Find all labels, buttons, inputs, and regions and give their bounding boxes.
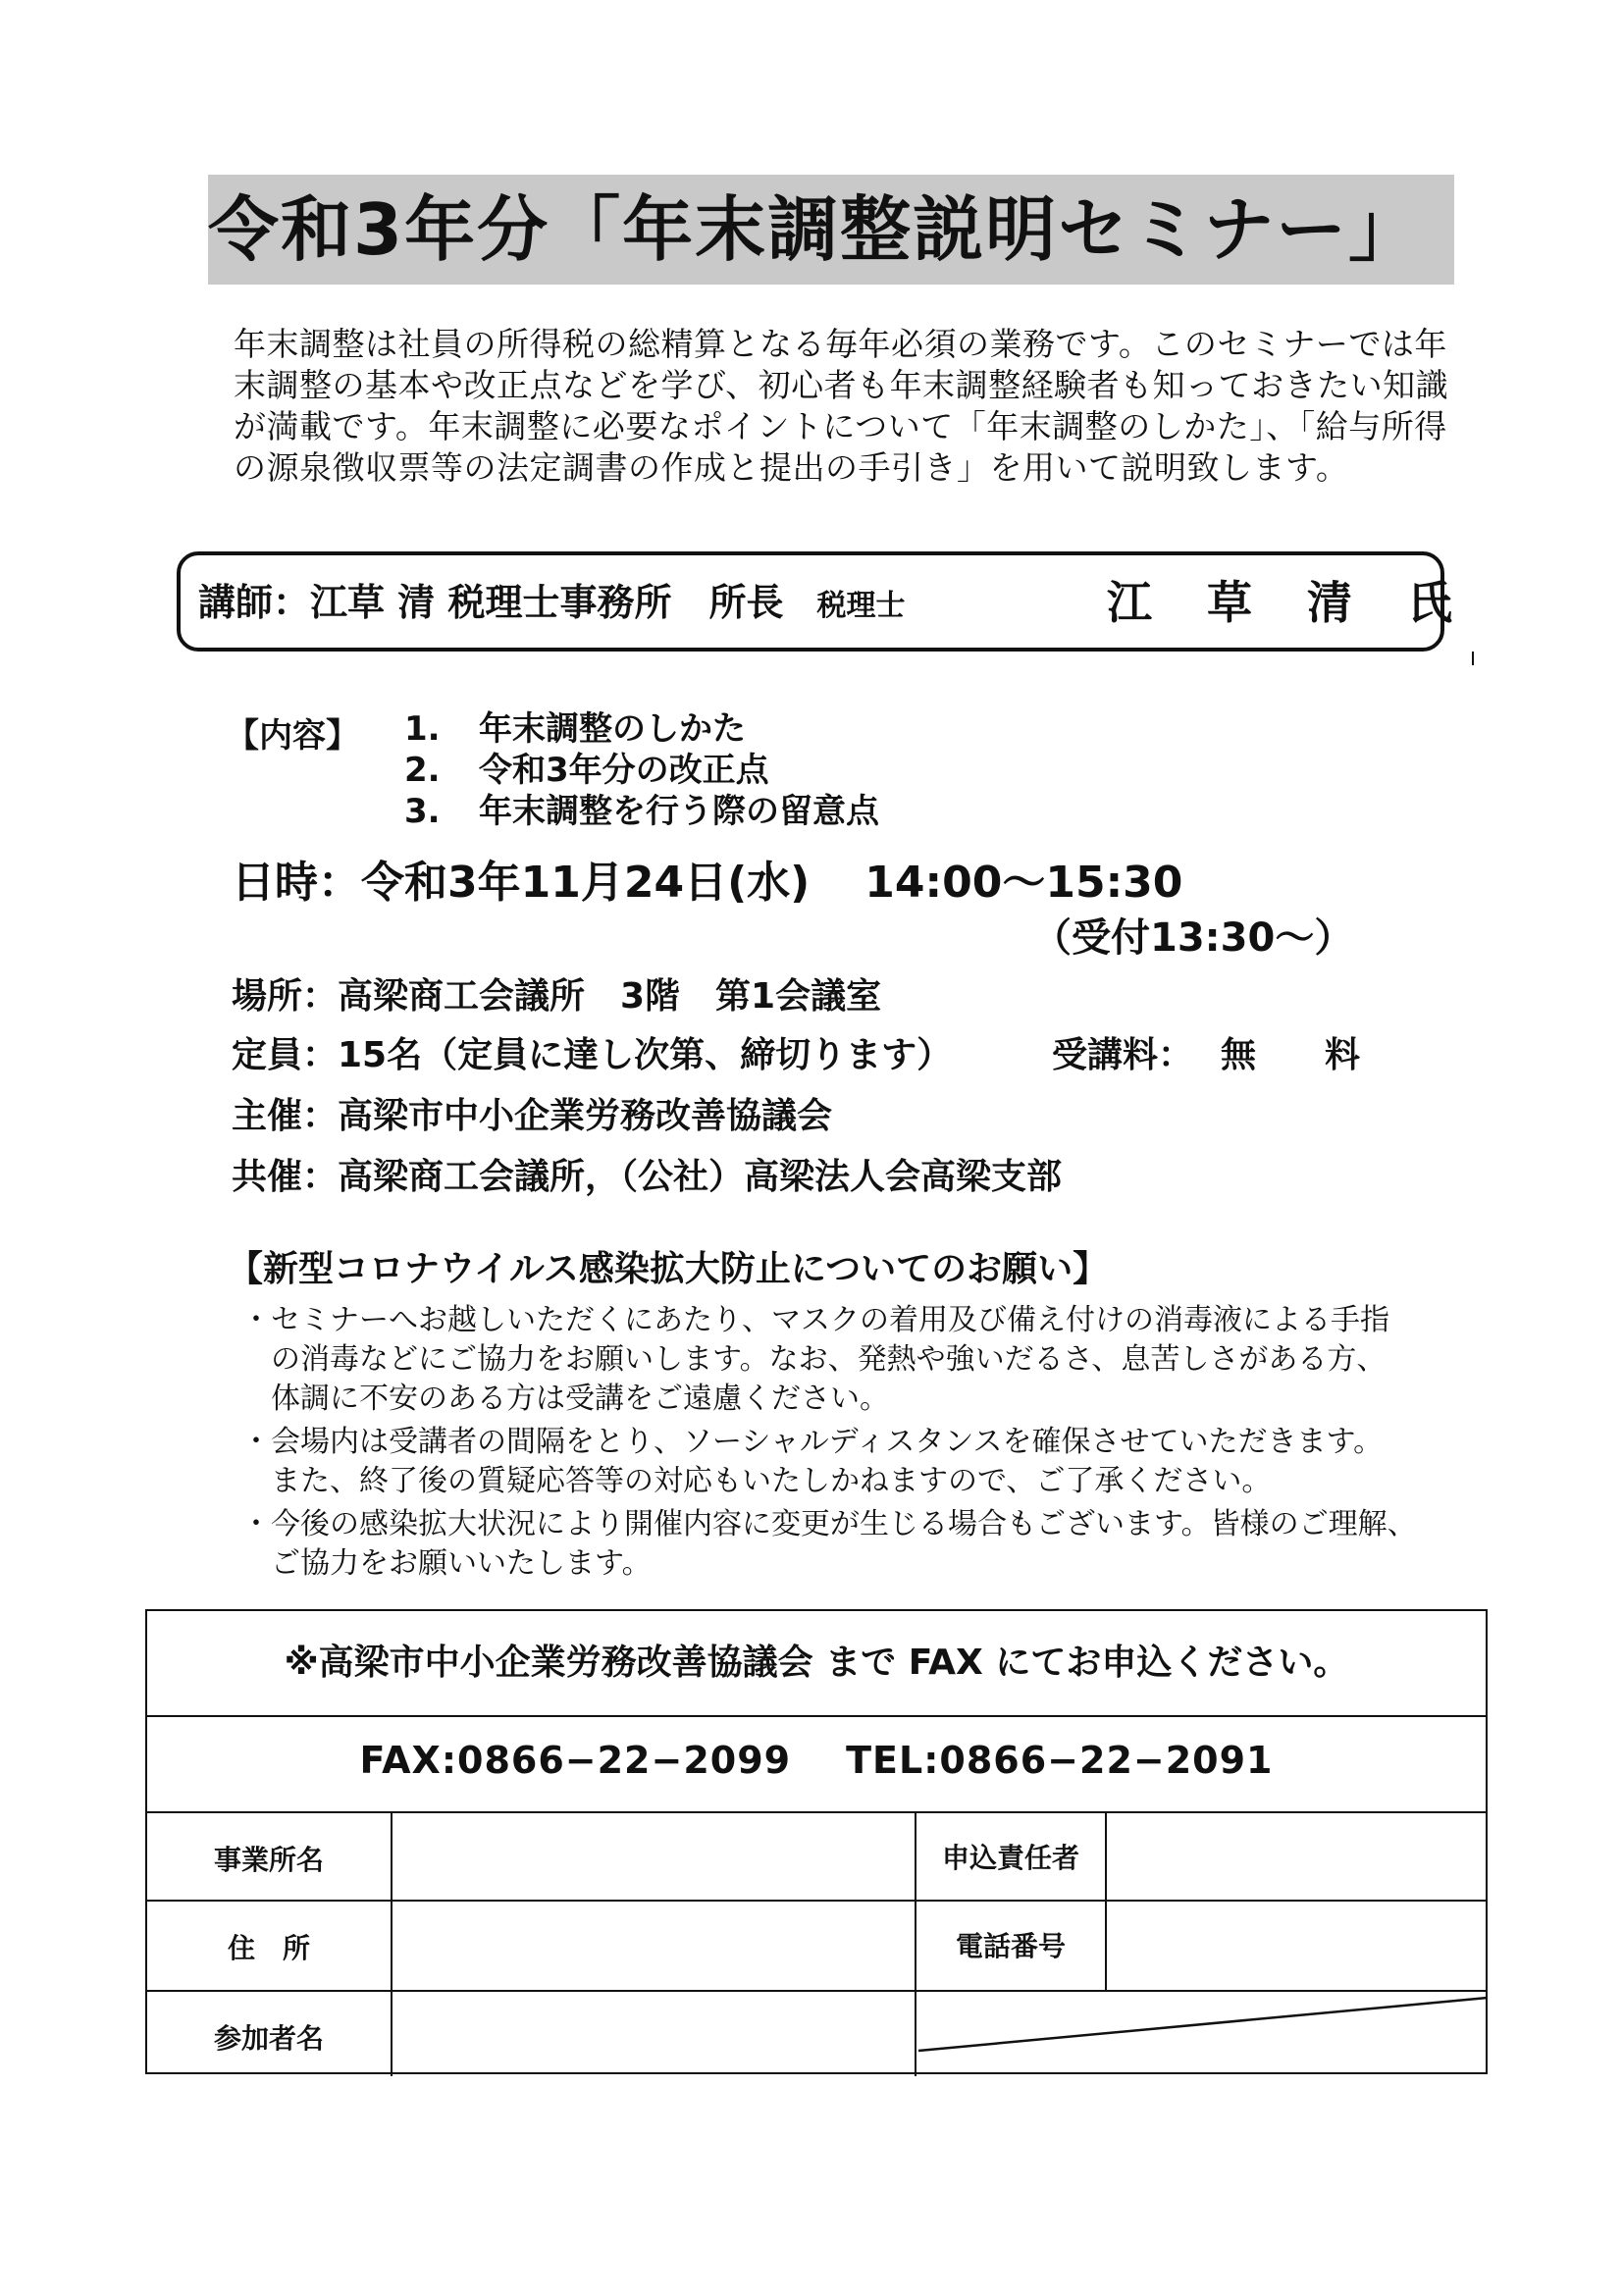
form-divider xyxy=(147,1715,1486,1717)
application-form xyxy=(145,1609,1488,2074)
address-field[interactable] xyxy=(393,1902,915,1990)
intro-line: 末調整の基本や改正点などを学び、初心者も年末調整経験者も知っておきたい知識 xyxy=(234,366,1449,404)
lecturer-name: 江草清氏 xyxy=(1107,576,1507,629)
intro-line: の源泉徴収票等の法定調書の作成と提出の手引き」を用いて説明致します。 xyxy=(234,448,1349,487)
corona-notice-line: また、終了後の質疑応答等の対応もいたしかねますので、ご了承ください。 xyxy=(241,1464,1272,1498)
blank-cell-slash xyxy=(916,1992,1490,2076)
fax-number: FAX:0866−22−2099 xyxy=(359,1739,792,1782)
event-date: 日時：令和3年11月24日(水) xyxy=(232,858,811,908)
corona-notice-line: の消毒などにご協力をお願いします。なお、発熱や強いだるさ、息苦しさがある方、 xyxy=(241,1342,1387,1377)
lecturer-title: 税理士 xyxy=(816,589,906,623)
content-item-text: 年末調整のしかた xyxy=(479,709,746,749)
intro-line: が満載です。年末調整に必要なポイントについて「年末調整のしかた」、「給与所得 xyxy=(234,407,1447,445)
event-time: 14:00〜15:30 xyxy=(864,858,1183,908)
slash-line xyxy=(916,1992,1490,2076)
capacity: 定員：15名（定員に達し次第、締切ります） xyxy=(232,1035,953,1075)
corona-notice-line: ・今後の感染拡大状況により開催内容に変更が生じる場合もございます。皆様のご理解、 xyxy=(241,1507,1417,1541)
corona-notice-line: ・セミナーへお越しいただくにあたり、マスクの着用及び備え付けの消毒液による手指 xyxy=(241,1303,1389,1337)
lecturer-info xyxy=(198,575,905,634)
cosponsor: 共催：高梁商工会議所，（公社）高梁法人会高梁支部 xyxy=(232,1157,1063,1197)
participants-label: 参加者名 xyxy=(213,2022,324,2055)
office-name-field[interactable] xyxy=(393,1813,915,1900)
responsible-person-field[interactable] xyxy=(1107,1813,1488,1900)
intro-line: 年末調整は社員の所得税の総精算となる毎年必須の業務です。このセミナーでは年 xyxy=(234,325,1447,363)
content-item xyxy=(404,791,879,832)
phone-label: 電話番号 xyxy=(955,1930,1066,1962)
event-datetime xyxy=(232,856,1182,911)
organizer: 主催：高梁市中小企業労務改善協議会 xyxy=(232,1096,833,1136)
content-item-number: 2. xyxy=(404,751,441,790)
page-title: 令和3年分「年末調整説明セミナー」 xyxy=(208,188,1422,271)
fee-label: 受講料： xyxy=(1052,1035,1194,1075)
content-item xyxy=(404,708,746,750)
fee xyxy=(1052,1032,1429,1079)
participants-field[interactable] xyxy=(393,1992,915,2074)
phone-field[interactable] xyxy=(1107,1902,1488,1990)
venue: 場所：高梁商工会議所 3階 第1会議室 xyxy=(232,976,882,1017)
content-item-text: 令和3年分の改正点 xyxy=(479,751,769,790)
content-item-number: 1. xyxy=(404,709,441,749)
form-contact xyxy=(147,1739,1486,1782)
intro-paragraph xyxy=(234,324,1450,489)
content-item-text: 年末調整を行う際の留意点 xyxy=(479,792,879,831)
lecturer-label: 講師：江草 清 税理士事務所 所長 xyxy=(198,581,784,624)
content-item-number: 3. xyxy=(404,792,441,831)
scan-mark xyxy=(1472,652,1474,665)
lecturer-box xyxy=(177,551,1507,652)
office-name-label: 事業所名 xyxy=(213,1844,324,1876)
form-heading: ※高梁市中小企業労務改善協議会 まで FAX にてお申込ください。 xyxy=(284,1643,1349,1683)
address-label: 住 所 xyxy=(227,1932,310,1964)
corona-notice-line: ・会場内は受講者の間隔をとり、ソーシャルディスタンスを確保させていただきます。 xyxy=(241,1425,1384,1459)
content-item xyxy=(404,750,769,791)
tel-number: TEL:0866−22−2091 xyxy=(846,1739,1274,1782)
reception-time: （受付13:30〜） xyxy=(1032,915,1354,961)
corona-notice-title: 【新型コロナウイルス感染拡大防止についてのお願い】 xyxy=(228,1249,1109,1289)
corona-notice-line: 体調に不安のある方は受講をご遠慮ください。 xyxy=(241,1382,889,1416)
responsible-person-label: 申込責任者 xyxy=(941,1842,1079,1874)
fee-value: 無料 xyxy=(1221,1035,1430,1075)
contents-label: 【内容】 xyxy=(226,716,359,756)
corona-notice-line: ご協力をお願いいたします。 xyxy=(241,1546,652,1581)
